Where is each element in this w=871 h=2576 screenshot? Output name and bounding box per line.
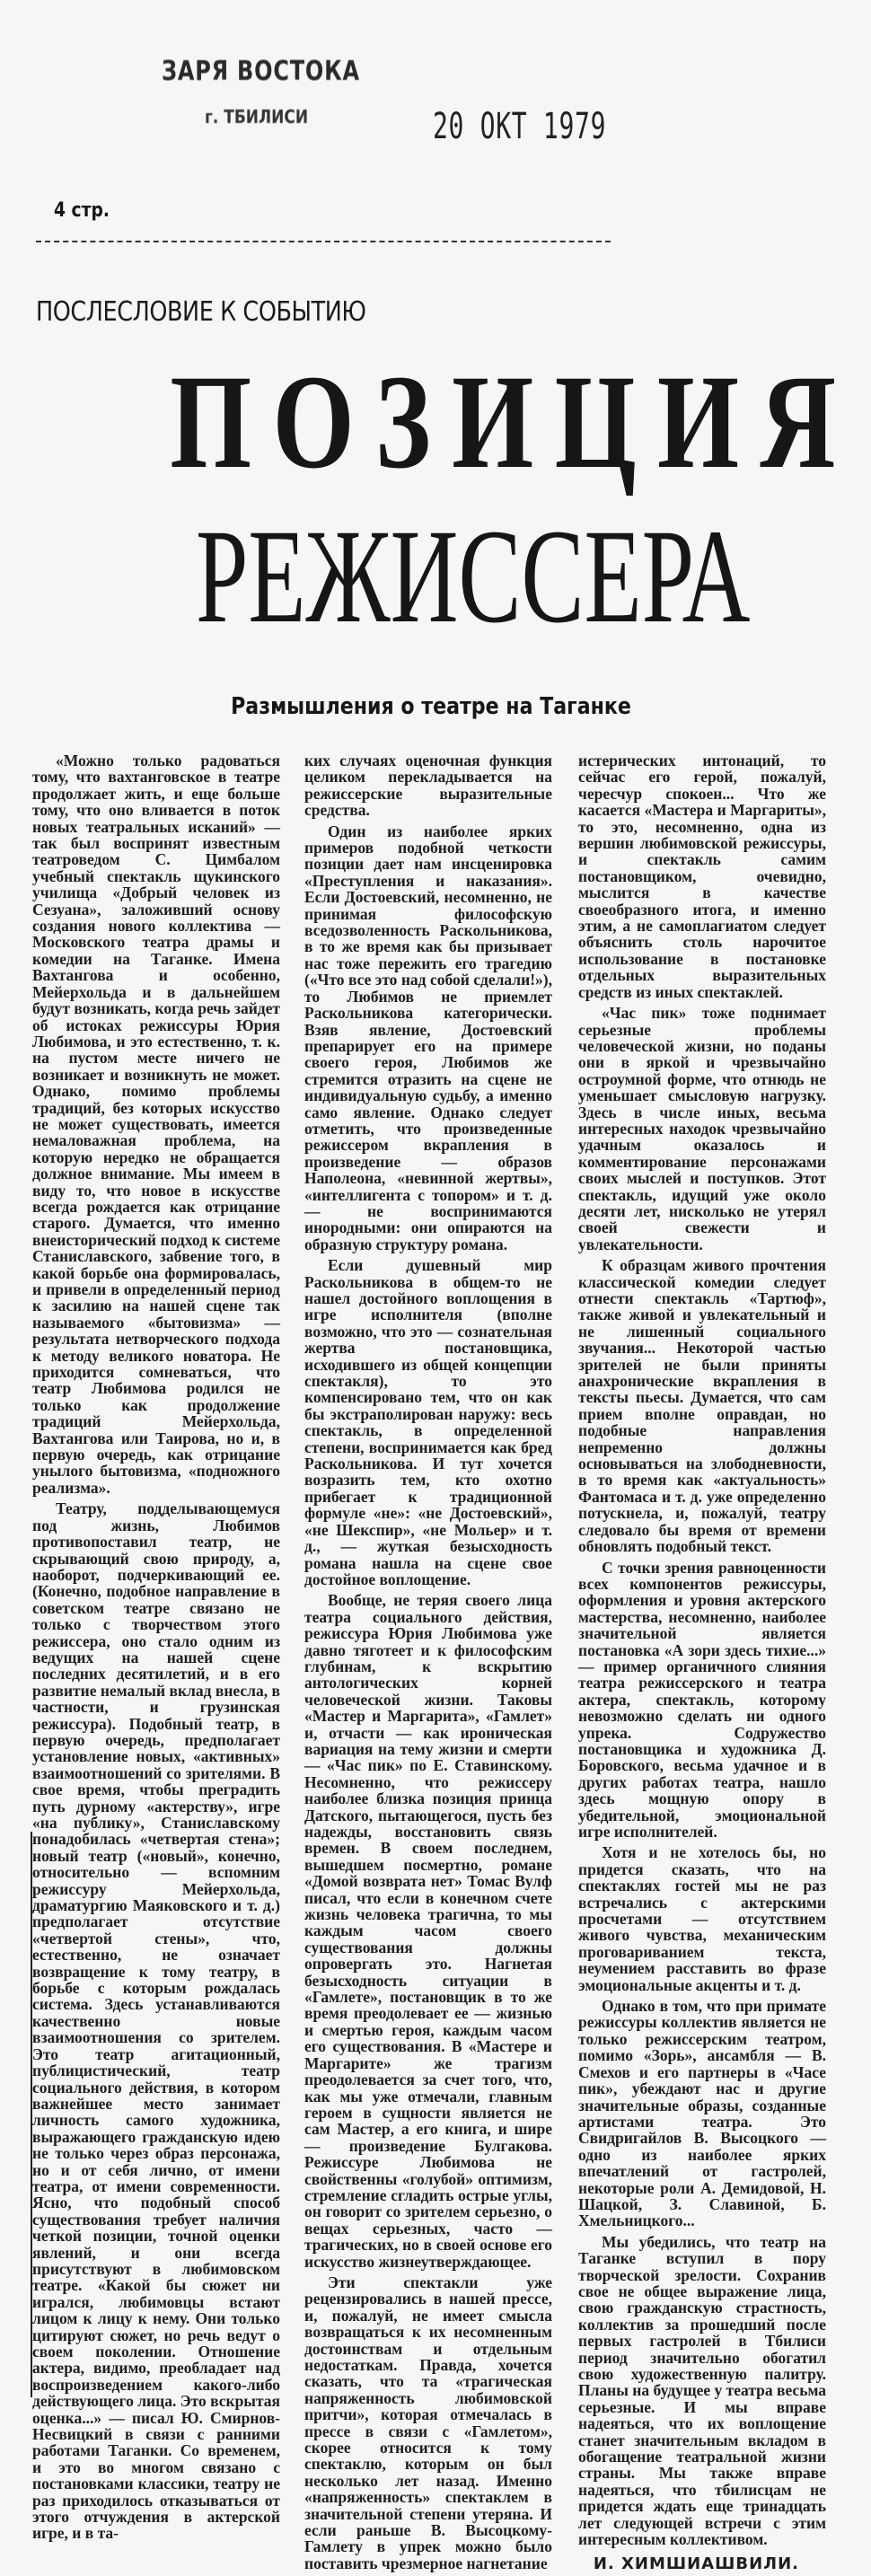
paragraph: Один из наиболее ярких примеров подобной четкости позиции дает нам инсценировка «Преступления и наказания». Если Достоевский, несомненно, не принимая философскую вседозволенность Раскольникова, в то же время как бы призывает нас тоже пережить его трагедию («Что все это над собой сделали!»), то Любимов не приемлет Раскольникова категорически. Взяв явление, Достоевский препарирует его на примере своего героя, Любимов же стремится отразить на сцене не индивидуальную судьбу, а именно само явление. Однако следует отметить, что произведенные режиссером вкрапления в произведение — образов Наполеона, «невинной жертвы», «интеллигента с топором» и т. д. — не воспринимаются инородными: они опираются на образную структуру романа. — [304, 822, 552, 1253]
paragraph: Эти спектакли уже рецензировались в нашей прессе, и, пожалуй, не имеет смысла возвращаться к их несомненным достоинствам и отдельным недостаткам. Правда, хочется сказать, что та «трагическая напряженность любимовской притчи», которая отмечалась в прессе в связи с «Гамлетом», скорее относится к тому спектаклю, которым он был несколько лет назад. Именно «напряженность» спектаклем в значительной степени утеряна. И если раньше В. Высоцкому-Гамлету в упрек можно было поставить чрезмерное нагнетание — [304, 2273, 552, 2572]
page-number: 4 стр. — [54, 199, 110, 222]
newspaper-city-stamp: г. ТБИЛИСИ — [205, 106, 309, 127]
paragraph: К образцам живого прочтения классической комедии следует отнести спектакль «Тартюф», также живой и увлекательный и не лишенный социального звучания... Некоторой частью зрителей не были приняты анахронические вкрапления в тексты пьесы. Думается, что сам прием вполне оправдан, но подобные направления непременно должны основываться на злободневности, в то время как «актуальность» Фантомаса и т. д. уже определенно потускнела, и, пожалуй, театру следовало бы время от времени обновлять подобный текст. — [578, 1256, 826, 1556]
article-title-line2: РЕЖИССЕРА — [196, 502, 751, 651]
paragraph: Мы убедились, что театр на Таганке вступил в пору творческой зрелости. Сохранив свое не общее выражение лица, свою гражданскую страстность, коллектив за прошедший после первых гастролей в Тбилиси период значительно обогатил свою художественную палитру. Планы на будущее у театра весьма серьезные. И мы вправе надеяться, что их воплощение станет значительным вкладом в обогащение театральной жизни страны. Мы также вправе надеяться, что тбилисцам не придется ждать еще тринадцать лет следующей встречи с этим интересным коллективом. — [578, 2232, 826, 2549]
article-title-line1: ПОЗИЦИЯ — [170, 347, 858, 497]
paragraph: «Час пик» тоже поднимает серьезные проблемы человеческой жизни, но поданы они в яркой и чрезвычайно остроумной форме, что отнюдь не уменьшает смысловую нагрузку. Здесь в числе иных, весьма интересных находок чрезвычайно удачным оказалось и комментирование персонажами своих мыслей и поступков. Этот спектакль, идущий уже около десяти лет, нисколько не утерял своей свежести и увлекательности. — [578, 1004, 826, 1253]
header-divider — [36, 241, 611, 242]
paragraph: Однако в том, что при примате режиссуры коллектив является не только режиссерским театром, помимо «Зорь», ансамбля — В. Смехов и его партнеры в «Часе пик», убеждают нас и другие значительные образы, созданные артистами театра. Это Свидригайлов В. Высоцкого — одно из наиболее ярких впечатлений от гастролей, некоторые роли А. Демидовой, Н. Шацкой, З. Славиной, Б. Хмельницкого... — [578, 1997, 826, 2230]
article-subtitle: Размышления о театре на Таганке — [231, 693, 631, 720]
article-column-1 — [32, 752, 280, 2546]
article-column-2 — [304, 752, 552, 2576]
paragraph: «Можно только радоваться тому, что вахтанговское в театре продолжает жить, и еще больше тому, что оно вливается в поток новых театральных исканий» — так был воспринят известным театроведом С. Цимбалом учебный спектакль щукинского училища «Добрый человек из Сезуана», заложивший основу создания нового коллектива — Московского театра драмы и комедии на Таганке. Имена Вахтангова и особенно, Мейерхольда и в дальнейшем будут возникать, когда речь зайдет об истоках режиссуры Юрия Любимова, и это естественно, т. к. на пустом месте ничего не возникает и возникнуть не может. Однако, помимо проблемы традиций, без которых искусство не может существовать, имеется немаловажная проблема, на которую нередко не обращается должное внимание. Мы имеем в виду то, что новое в искусстве всегда рождается как отрицание старого. Думается, что именно внеисторический подход к системе Станиславского, забвение того, в какой борьбе она формировалась, и привели в определенный период к засилию на нашей сцене так называемого «бытовизма» — результата нетворческого подхода к методу великого новатора. Не приходится сомневаться, что театр Любимова родился не только как продолжение традиций Мейерхольда, Вахтангова или Таирова, но и, в первую очередь, как отрицание унылого бытовизма, «подножного реализма». — [32, 752, 280, 1497]
paragraph: Театру, подделывающемуся под жизнь, Любимов противопоставил театр, не скрывающий свою природу, а, наоборот, подчеркивающий ее. (Конечно, подобное направление в советском театре связано не только с творчеством этого режиссера, оно стало одним из ведущих на нашей сцене последних десятилетий, и в его развитие немалый вклад внесла, в частности, и грузинская режиссура). Подобный театр, в первую очередь, предполагает установление новых, «активных» взаимоотношений со зрителями. В свое время, чтобы преградить путь дурному «актерству», игре «на публику», Станиславскому понадобилась «четвертая стена»; новый театр («новый», конечно, относительно — вспомним режиссуру Мейерхольда, драматургию Маяковского и т. д.) предполагает отсутствие «четвертой стены», что, естественно, не означает возвращение к тому театру, в борьбе с которым рождалась система. Здесь устанавливаются качественно новые взаимоотношения со зрителем. Это театр агитационный, публицистический, театр социального действия, в котором важнейшее место занимает личность самого художника, выражающего гражданскую идею не только через образ персонажа, но и от себя лично, от имени театра, от имени современности. Ясно, что подобный способ существования требует наличия четкой позиции, точной оценки явлений, и они всегда присутствуют в любимовском театре. «Какой бы сюжет ни игрался, любимовцы встают лицом к лицу к нему. Они только цитируют сюжет, но речь ведут о своем поколении. Отношение актера, видимо, преобладает над воспроизведением какого-либо действующего лица. Это вскрытая оценка...» — писал Ю. Смирнов-Несвицкий в связи с ранними работами Таганки. Со временем, и это во многом связано с постановками классики, театру не раз приходилось отказываться от этого отчуждения в актерской игре, и в та- — [32, 1499, 281, 2543]
date-stamp: 20 ОКТ 1979 — [433, 106, 607, 147]
newspaper-name-stamp: ЗАРЯ ВОСТОКА — [162, 56, 360, 87]
paragraph: ких случаях оценочная функция целиком перекладывается на режиссерские выразительные средства. — [304, 752, 552, 820]
paragraph: Хотя и не хотелось бы, но придется сказать, что на спектаклях гостей мы не раз встречались с актерскими просчетами — отсутствием живого чувства, механическим проговариванием текста, неумением расставить во фразе эмоциональные акценты и т. д. — [578, 1843, 826, 1994]
author-signature: И. ХИМШИАШВИЛИ. — [593, 2554, 799, 2574]
paragraph: Вообще, не теряя своего лица театра социального действия, режиссура Юрия Любимова уже давно тяготеет и к философским глубинам, к вскрытию антологических корней человеческой жизни. Таковы «Мастер и Маргарита», «Гамлет» и, отчасти — как ироническая вариация на тему жизни и смерти — «Час пик» по Е. Ставинскому. Несомненно, что режиссеру наиболее близка позиция принца Датского, пытающегося, пусть без надежды, восстановить связь времен. В своем последнем, вышедшем посмертно, романе «Домой возврата нет» Томас Вулф писал, что если в конечном счете жизнь человека трагична, то мы каждым часом своего существования должны опровергать это. Нагнетая безысходность ситуации в «Гамлете», постановщик в то же время преодолевает ее — жизнью и смертью героя, каждым часом его существования. В «Мастере и Маргарите» же трагизм преодолевается за счет того, что, как мы уже отмечали, главным героем в сущности является не сам Мастер, а его книга, и шире — произведение Булгакова. Режиссуре Любимова не свойственны «голубой» оптимизм, стремление сгладить острые углы, он говорит со зрителем серьезно, о вещах серьезных, часто — трагических, но в своей основе его искусство жизнеутверждающее. — [304, 1591, 552, 2271]
paragraph: Если душевный мир Раскольникова в общем-то не нашел достойного воплощения в игре исполнителя (вполне возможно, что это — сознательная жертва постановщика, исходившего из общей концепции спектакля), то это компенсировано тем, что он как бы экстраполирован наружу: весь спектакль, в определенной степени, воспринимается как бред Раскольникова. И тут хочется возразить тем, кто охотно прибегает к традиционной формуле «не»: «не Достоевский», «не Шекспир», «не Мольер» и т. д., — жуткая безысходность романа нашла на сцене свое достойное воплощение. — [304, 1256, 552, 1588]
paragraph: истерических интонаций, то сейчас его герой, пожалуй, чересчур спокоен... Что же касается «Мастера и Маргариты», то это, несомненно, одна из вершин любимовской режиссуры, и спектакль самим постановщиком, очевидно, мыслится в качестве своеобразного итога, и именно этим, а не самоплагиатом следует объяснить столь нарочитое использование в постановке отдельных выразительных средств из иных спектаклей. — [578, 752, 826, 1001]
article-column-3 — [578, 752, 826, 2573]
paragraph: С точки зрения равноценности всех компонентов режиссуры, оформления и уровня актерского мастерства, несомненно, наиболее значительной является постановка «А зори здесь тихие...» — пример органичного слияния театра режиссерского и театра актера, спектакль, которому невозможно сделать ни одного упрека. Содружество постановщика и художника Д. Боровского, весьма удачное и в других работах театра, нашло здесь мощную опору в убедительной, эмоциональной игре исполнителей. — [578, 1558, 826, 1841]
article-kicker: ПОСЛЕСЛОВИЕ К СОБЫТИЮ — [36, 296, 366, 328]
